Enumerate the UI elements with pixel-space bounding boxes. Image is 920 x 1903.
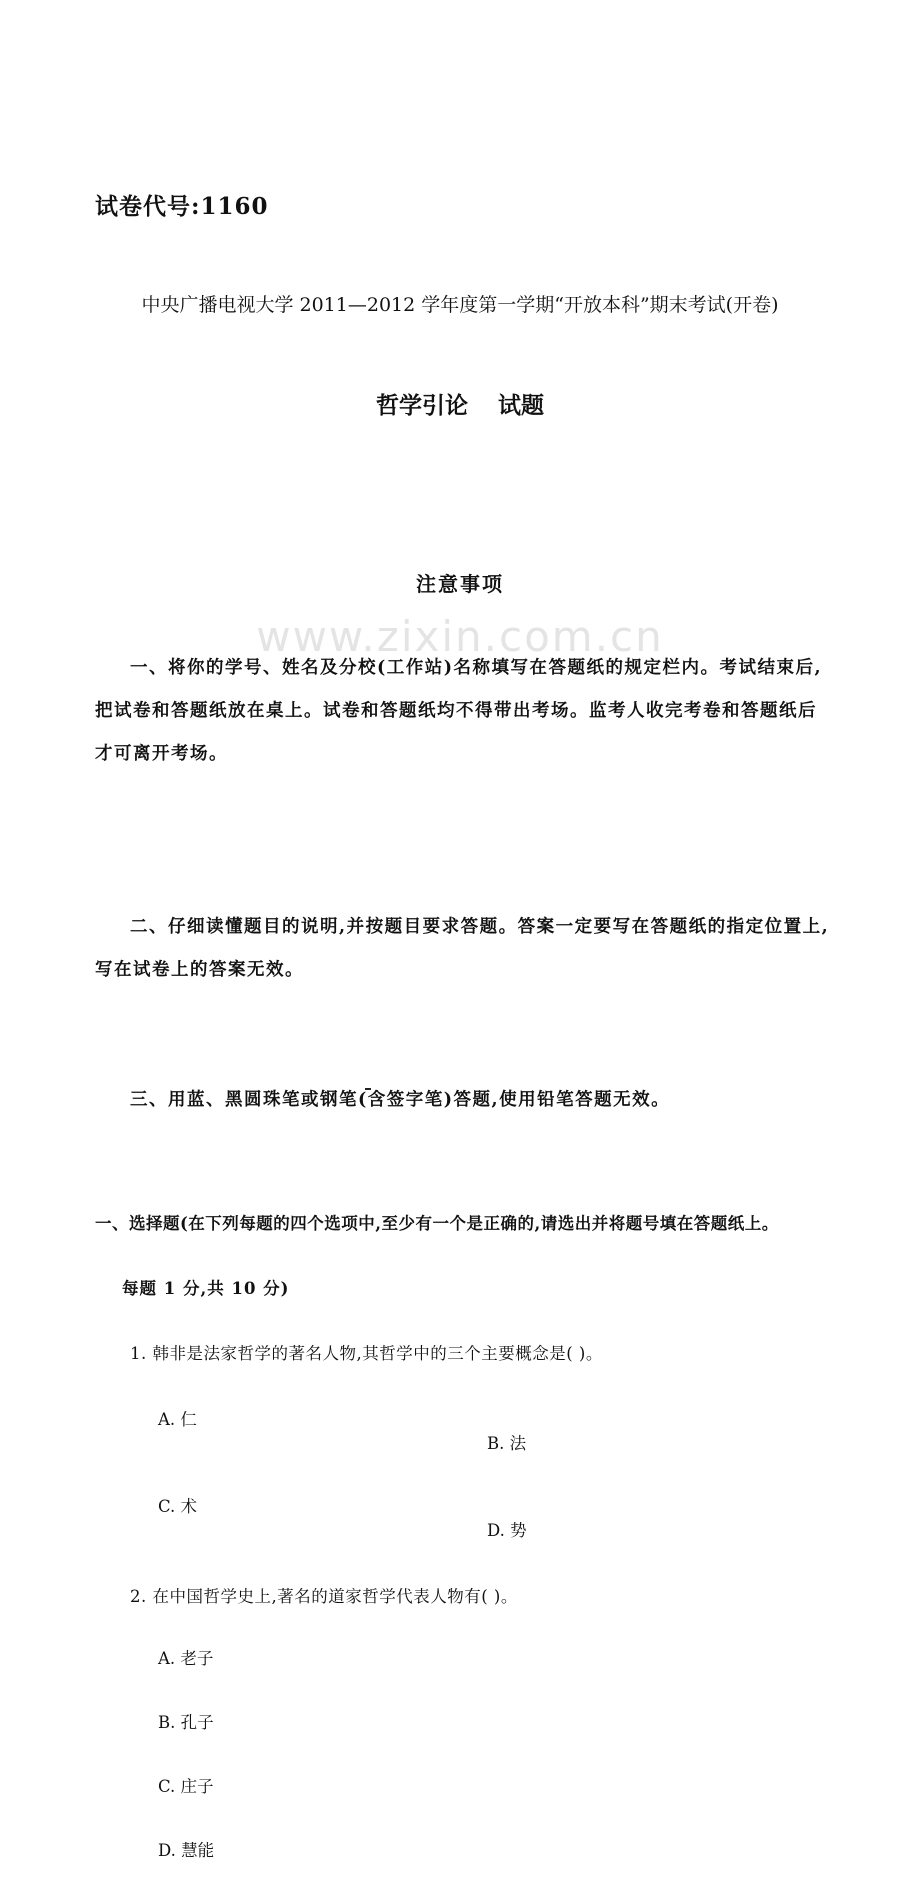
question-1-option-c: C. 术	[158, 1497, 198, 1516]
section-instruction: 一、选择题(在下列每题的四个选项中,至少有一个是正确的,请选出并将题号填在答题纸上。	[95, 1214, 779, 1233]
question-2-option-d: D. 慧能	[158, 1841, 215, 1860]
notice-item-3: 三、用蓝、黑圆珠笔或钢笔(含签字笔)答题,使用铅笔答题无效。	[130, 1090, 671, 1110]
question-1-option-b: B. 法	[487, 1434, 527, 1453]
exam-header: 中央广播电视大学 2011—2012 学年度第一学期“开放本科”期末考试(开卷)	[141, 294, 779, 316]
notice-item-1: 一、将你的学号、姓名及分校(工作站)名称填写在答题纸的规定栏内。考试结束后,把试卷和答题纸放在桌上。试卷和答题纸均不得带出考场。监考人收完考卷和答题纸后才可离开考场。	[95, 658, 823, 764]
page-number	[0, 1887, 812, 1903]
notice-item-2: 二、仔细读懂题目的说明,并按题目要求答题。答案一定要写在答题纸的指定位置上,写在试卷上的答案无效。	[95, 917, 830, 980]
title-suffix: 试题	[498, 392, 544, 419]
notice-heading: 注意事项	[416, 572, 504, 596]
question-2-option-c: C. 庄子	[158, 1777, 214, 1796]
exam-title	[0, 387, 920, 420]
question-1-stem: 1. 韩非是法家哲学的著名人物,其哲学中的三个主要概念是( )。	[130, 1344, 603, 1363]
question-1-option-a: A. 仁	[158, 1410, 197, 1429]
question-1-option-d: D. 势	[487, 1521, 527, 1540]
exam-code: 试卷代号:1160	[95, 193, 269, 220]
watermark-text: www.zixin.com.cn	[256, 612, 664, 661]
exam-date	[0, 490, 817, 513]
question-2-option-a: A. 老子	[158, 1649, 214, 1668]
question-2-option-b: B. 孔子	[158, 1713, 214, 1732]
title-subject: 哲学引论	[376, 392, 468, 419]
section-instruction-cont: 每题 1 分,共 10 分)	[122, 1279, 290, 1298]
question-2-stem: 2. 在中国哲学史上,著名的道家哲学代表人物有( )。	[130, 1587, 518, 1606]
